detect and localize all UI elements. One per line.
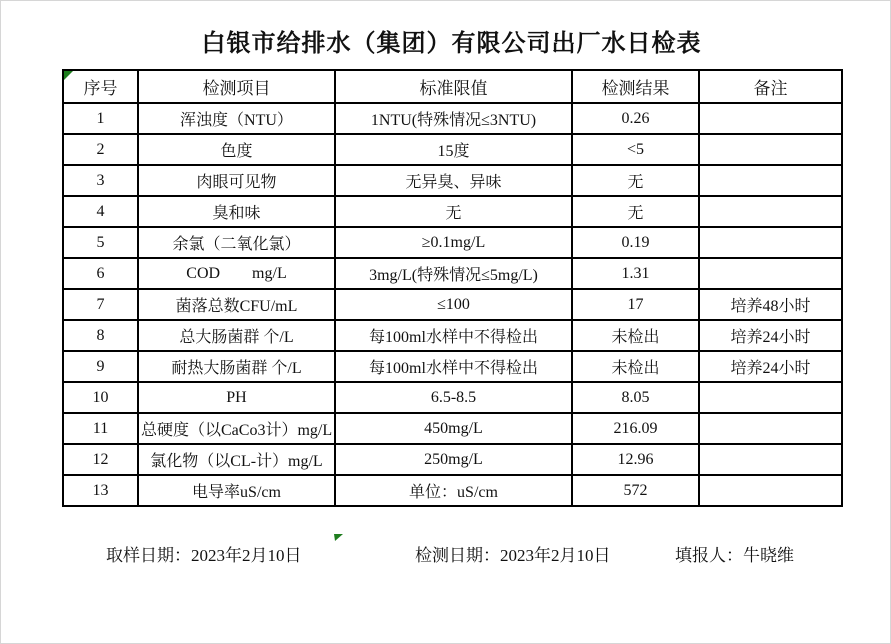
header-item: 检测项目 <box>138 70 335 103</box>
footer-sampling-date: 取样日期：2023年2月10日 <box>106 546 302 565</box>
page-title: 白银市给排水（集团）有限公司出厂水日检表 <box>201 31 702 57</box>
table-row <box>63 258 842 289</box>
excel-bottom-marker-icon <box>334 534 343 541</box>
table-header-row <box>63 70 842 103</box>
footer-reporter: 填报人：牛晓维 <box>675 546 794 565</box>
cell-remark: 培养48小时 <box>699 289 842 320</box>
table-row <box>63 227 842 258</box>
cell-serial: 1 <box>63 103 138 134</box>
table-row <box>63 351 842 382</box>
cell-result: 572 <box>572 475 699 506</box>
cell-result: 17 <box>572 289 699 320</box>
cell-serial: 9 <box>63 351 138 382</box>
footer-test-date: 检测日期：2023年2月10日 <box>415 546 611 565</box>
cell-standard: 450mg/L <box>335 413 572 444</box>
table-row <box>63 196 842 227</box>
cell-result: 8.05 <box>572 382 699 413</box>
cell-remark <box>699 103 842 134</box>
cell-remark <box>699 134 842 165</box>
cell-serial: 3 <box>63 165 138 196</box>
cell-standard: 单位：uS/cm <box>335 475 572 506</box>
cell-standard: ≥0.1mg/L <box>335 227 572 258</box>
cell-result: 未检出 <box>572 351 699 382</box>
cell-standard: 无 <box>335 196 572 227</box>
table-row <box>63 475 842 506</box>
cell-result: 12.96 <box>572 444 699 475</box>
header-result: 检测结果 <box>572 70 699 103</box>
cell-remark <box>699 165 842 196</box>
cell-standard: 3mg/L(特殊情况≤5mg/L) <box>335 258 572 289</box>
cell-remark <box>699 444 842 475</box>
cell-serial: 13 <box>63 475 138 506</box>
cell-serial: 11 <box>63 413 138 444</box>
cell-item: COD mg/L <box>138 258 335 289</box>
cell-serial: 8 <box>63 320 138 351</box>
cell-remark <box>699 413 842 444</box>
table-row <box>63 444 842 475</box>
cell-remark: 培养24小时 <box>699 320 842 351</box>
cell-item: 氯化物（以CL-计）mg/L <box>138 444 335 475</box>
cell-standard: 15度 <box>335 134 572 165</box>
table-row <box>63 103 842 134</box>
cell-remark <box>699 475 842 506</box>
inspection-table <box>62 69 843 507</box>
table-row <box>63 320 842 351</box>
header-serial: 序号 <box>63 70 138 103</box>
table-row <box>63 134 842 165</box>
cell-standard: ≤100 <box>335 289 572 320</box>
header-standard: 标准限值 <box>335 70 572 103</box>
table-row <box>63 413 842 444</box>
table-row <box>63 289 842 320</box>
cell-serial: 2 <box>63 134 138 165</box>
cell-item: 耐热大肠菌群 个/L <box>138 351 335 382</box>
cell-item: 色度 <box>138 134 335 165</box>
cell-serial: 7 <box>63 289 138 320</box>
table-body <box>63 103 842 506</box>
cell-item: 浑浊度（NTU） <box>138 103 335 134</box>
excel-corner-marker-icon <box>64 71 73 80</box>
cell-serial: 6 <box>63 258 138 289</box>
cell-standard: 每100ml水样中不得检出 <box>335 320 572 351</box>
cell-standard: 6.5-8.5 <box>335 382 572 413</box>
cell-standard: 250mg/L <box>335 444 572 475</box>
cell-result: 未检出 <box>572 320 699 351</box>
cell-serial: 12 <box>63 444 138 475</box>
cell-result: 1.31 <box>572 258 699 289</box>
cell-standard: 1NTU(特殊情况≤3NTU) <box>335 103 572 134</box>
cell-item: PH <box>138 382 335 413</box>
cell-item: 电导率uS/cm <box>138 475 335 506</box>
table-row <box>63 165 842 196</box>
cell-item: 总大肠菌群 个/L <box>138 320 335 351</box>
cell-serial: 5 <box>63 227 138 258</box>
cell-serial: 10 <box>63 382 138 413</box>
cell-remark <box>699 258 842 289</box>
cell-item: 总硬度（以CaCo3计）mg/L <box>138 413 335 444</box>
cell-item: 肉眼可见物 <box>138 165 335 196</box>
cell-remark <box>699 227 842 258</box>
table-header <box>63 70 842 103</box>
cell-result: 0.19 <box>572 227 699 258</box>
cell-result: 无 <box>572 196 699 227</box>
cell-remark <box>699 196 842 227</box>
cell-result: 无 <box>572 165 699 196</box>
cell-serial: 4 <box>63 196 138 227</box>
cell-item: 臭和味 <box>138 196 335 227</box>
cell-standard: 每100ml水样中不得检出 <box>335 351 572 382</box>
cell-item: 余氯（二氧化氯） <box>138 227 335 258</box>
header-remark: 备注 <box>699 70 842 103</box>
table-row <box>63 382 842 413</box>
cell-remark: 培养24小时 <box>699 351 842 382</box>
cell-standard: 无异臭、异味 <box>335 165 572 196</box>
cell-result: 216.09 <box>572 413 699 444</box>
cell-remark <box>699 382 842 413</box>
cell-result: 0.26 <box>572 103 699 134</box>
cell-item: 菌落总数CFU/mL <box>138 289 335 320</box>
footer <box>1 541 891 565</box>
cell-result: <5 <box>572 134 699 165</box>
